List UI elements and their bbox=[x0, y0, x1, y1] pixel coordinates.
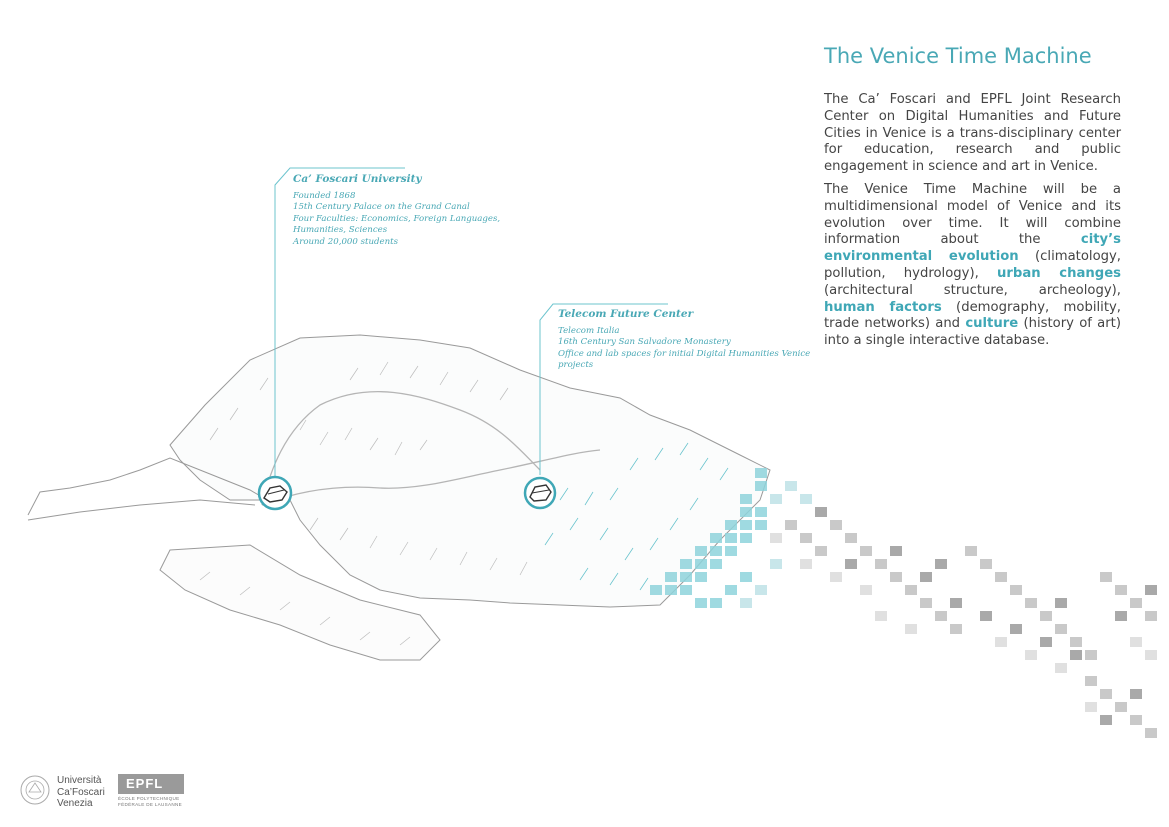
callout-line: Telecom Italia bbox=[558, 326, 620, 336]
description-text: (history of art) into a single interactive database. bbox=[824, 316, 1121, 349]
description-text: (architectural structure, archeology), bbox=[824, 282, 1121, 298]
description-text: (demography, mobility, trade networks) and bbox=[824, 299, 1121, 332]
callout-line: Around 20,000 students bbox=[293, 236, 398, 247]
callout-title: Telecom Future Center bbox=[558, 308, 694, 320]
unive-line: Venezia bbox=[57, 798, 93, 809]
highlight-culture: culture bbox=[965, 316, 1019, 332]
callout-line: 16th Century San Salvadore Monastery bbox=[558, 337, 731, 348]
highlight-environmental-evolution: city’s environmental evolution bbox=[824, 232, 1121, 265]
bridge-outline-lower bbox=[28, 500, 255, 520]
callout-title: Ca’ Foscari University bbox=[293, 173, 422, 185]
epfl-sub-line: ÉCOLE POLYTECHNIQUE bbox=[118, 796, 180, 801]
cafoscari-callout bbox=[293, 173, 523, 248]
epfl-subtitle bbox=[118, 796, 182, 807]
epfl-sub-line: FÉDÉRALE DE LAUSANNE bbox=[118, 801, 182, 807]
cafoscari-marker-icon bbox=[259, 477, 291, 509]
description-paragraph bbox=[824, 182, 1121, 350]
page-title: The Venice Time Machine bbox=[824, 44, 1092, 68]
ca-foscari-seal-logo bbox=[21, 776, 49, 804]
callout-line: 15th Century Palace on the Grand Canal bbox=[293, 202, 470, 213]
highlight-human-factors: human factors bbox=[824, 299, 942, 315]
description-text: The Venice Time Machine will be a multidimensional model of Venice and its evolution over time. It will combine information about the bbox=[824, 182, 1121, 248]
unive-line: Ca’Foscari bbox=[57, 786, 105, 798]
callout-line: Humanities, Sciences bbox=[293, 225, 388, 236]
unive-logo-text bbox=[57, 775, 105, 810]
callout-line: Founded 1868 bbox=[293, 191, 356, 201]
description-text: (climatology, pollution, hydrology), bbox=[824, 249, 1122, 281]
telecom-marker-icon bbox=[525, 478, 555, 508]
epfl-mark-text: EPFL bbox=[126, 776, 164, 791]
intro-paragraph: The Ca’ Foscari and EPFL Joint Research Center on Digital Humanities and Future Cities in Venice is a trans-disciplinary center for education, research and public engagement in science and art in Venice. bbox=[824, 92, 1121, 175]
unive-line: Università bbox=[57, 775, 102, 786]
callout-line: Four Faculties: Economics, Foreign Languages, bbox=[293, 213, 501, 224]
highlight-urban-changes: urban changes bbox=[997, 265, 1121, 281]
callout-line: Office and lab spaces for initial Digital Humanities Venice projects bbox=[558, 348, 811, 371]
telecom-callout bbox=[558, 308, 838, 372]
